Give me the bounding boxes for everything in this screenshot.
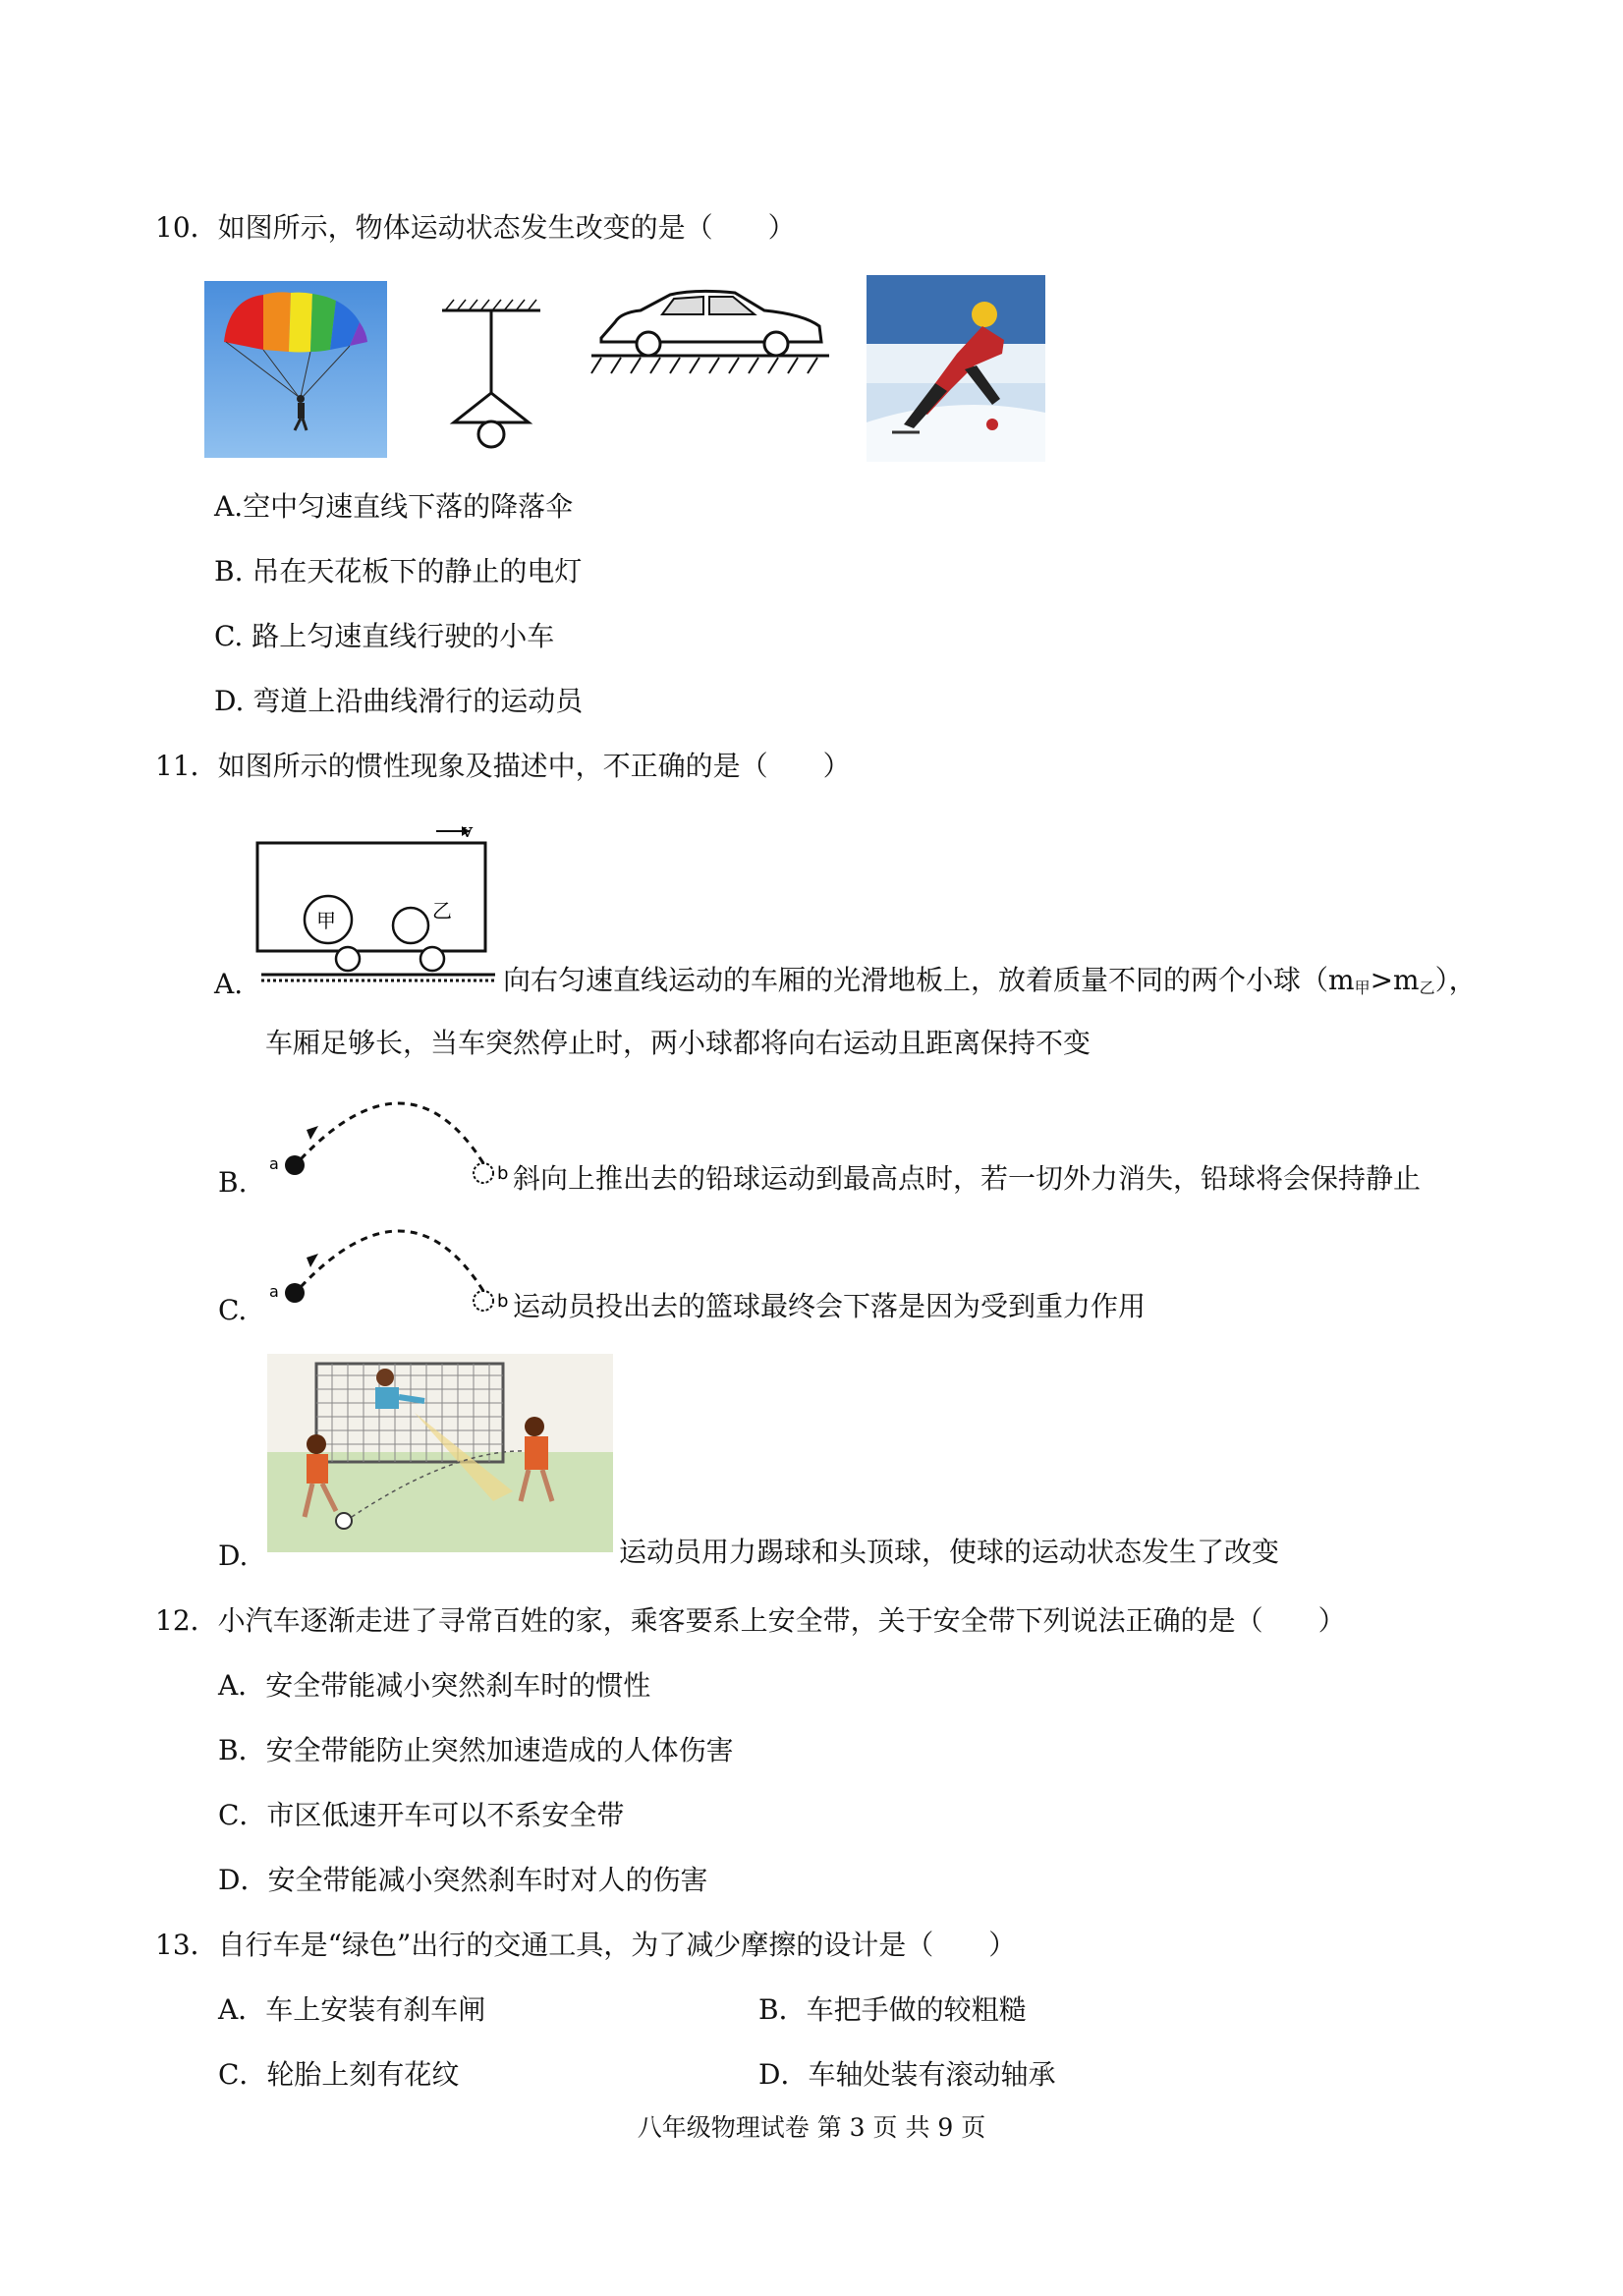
velocity-label: v: [462, 818, 474, 842]
speed-skater-figure: [867, 275, 1045, 462]
q11-option-d-letter: D.: [218, 1540, 249, 1572]
page-footer: 八年级物理试卷 第 3 页 共 9 页: [637, 2113, 986, 2142]
q11-option-a-line1: 向右匀速直线运动的车厢的光滑地板上，放着质量不同的两个小球$(m_甲>m_乙)$，: [503, 964, 1477, 997]
q11-option-a-letter: A.: [214, 968, 244, 1000]
q13-stem: 13．自行车是“绿色”出行的交通工具，为了减少摩擦的设计是（ ）: [155, 1929, 1017, 1961]
q13-option-a: A．车上安装有刹车闸: [218, 1993, 486, 2026]
point-b-label: b: [497, 1291, 509, 1312]
q10-option-a: A.空中匀速直线下落的降落伞: [214, 490, 574, 523]
q10-option-d: D. 弯道上沿曲线滑行的运动员: [214, 685, 584, 717]
q10-option-b: B. 吊在天花板下的静止的电灯: [214, 555, 583, 588]
q13-option-c: C．轮胎上刻有花纹: [218, 2058, 460, 2091]
q11-option-d-text: 运动员用力踢球和头顶球，使球的运动状态发生了改变: [619, 1536, 1280, 1568]
basketball-trajectory-figure: [261, 1193, 517, 1320]
q12-option-b: B．安全带能防止突然加速造成的人体伤害: [218, 1734, 734, 1766]
q12-option-d: D．安全带能减小突然刹车时对人的伤害: [218, 1864, 708, 1896]
point-b-label: b: [497, 1163, 509, 1184]
q13-option-d: D．车轴处装有滚动轴承: [758, 2058, 1056, 2091]
q11-option-a-line2: 车厢足够长，当车突然停止时，两小球都将向右运动且距离保持不变: [265, 1027, 1091, 1059]
point-a-label: a: [269, 1154, 279, 1173]
q12-option-a: A．安全带能减小突然刹车时的惯性: [218, 1669, 651, 1702]
shot-put-trajectory-figure: [261, 1065, 517, 1193]
parachute-figure: [204, 281, 387, 458]
ball-yi-label: 乙: [432, 899, 452, 923]
q13-option-b: B．车把手做的较粗糙: [758, 1993, 1027, 2026]
car-compartment-figure: [253, 813, 499, 992]
q11-option-c-text: 运动员投出去的篮球最终会下落是因为受到重力作用: [513, 1290, 1147, 1322]
q11-stem: 11．如图所示的惯性现象及描述中，不正确的是（ ）: [155, 750, 851, 782]
q11-option-c-letter: C.: [218, 1294, 248, 1326]
soccer-scene-figure: [267, 1354, 613, 1552]
point-a-label: a: [269, 1282, 279, 1301]
car-figure: [588, 283, 833, 381]
ball-jia-label: 甲: [316, 909, 336, 932]
q10-stem: 10．如图所示，物体运动状态发生改变的是（ ）: [155, 211, 796, 244]
hanging-lamp-figure: [432, 295, 550, 452]
q11-option-b-text: 斜向上推出去的铅球运动到最高点时，若一切外力消失，铅球将会保持静止: [513, 1162, 1422, 1195]
q12-stem: 12．小汽车逐渐走进了寻常百姓的家，乘客要系上安全带，关于安全带下列说法正确的是（ ）: [155, 1604, 1346, 1637]
q10-option-c: C. 路上匀速直线行驶的小车: [214, 620, 555, 652]
q11-option-b-letter: B.: [218, 1166, 248, 1199]
q12-option-c: C．市区低速开车可以不系安全带: [218, 1799, 625, 1831]
